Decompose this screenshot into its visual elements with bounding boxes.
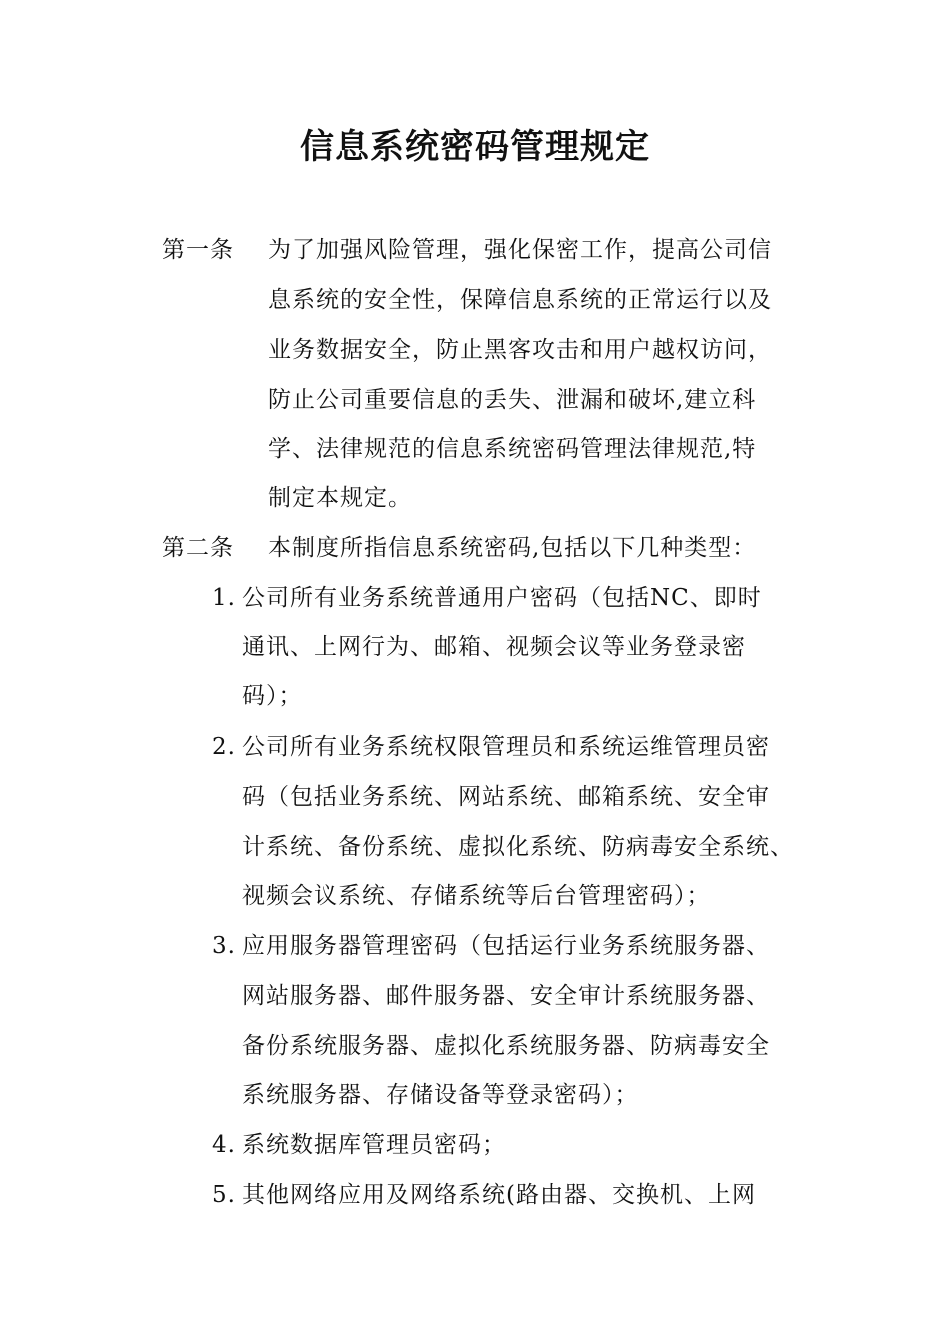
list-item-line: 视频会议系统、存储系统等后台管理密码）；: [242, 883, 711, 909]
article-1-line: 为了加强风险管理，强化保密工作，提高公司信: [268, 237, 772, 263]
list-item-line: 系统数据库管理员密码；: [242, 1132, 506, 1158]
list-item-line: 通讯、上网行为、邮箱、视频会议等业务登录密: [242, 634, 746, 660]
article-1-line: 制定本规定。: [268, 485, 412, 511]
list-item-line: 码（包括业务系统、网站系统、邮箱系统、安全审: [242, 784, 770, 810]
list-item-line: 公司所有业务系统普通用户密码（包括NC、即时: [242, 585, 762, 611]
article-1-line: 学、法律规范的信息系统密码管理法律规范,特: [268, 436, 757, 462]
article-1-line: 业务数据安全，防止黑客攻击和用户越权访问，: [268, 337, 772, 363]
list-item-number: 4.: [212, 1132, 236, 1158]
list-item-number: 2.: [212, 734, 236, 760]
page-title: 信息系统密码管理规定: [300, 127, 650, 167]
article-1-line: 防止公司重要信息的丢失、泄漏和破坏,建立科: [268, 387, 757, 413]
list-item-number: 3.: [212, 933, 236, 959]
list-item-line: 码）；: [242, 683, 303, 709]
list-item-line: 系统服务器、存储设备等登录密码）；: [242, 1082, 639, 1108]
article-2-line: 本制度所指信息系统密码,包括以下几种类型：: [268, 535, 757, 561]
article-2-label: 第二条: [162, 535, 234, 561]
list-item-line: 其他网络应用及网络系统(路由器、交换机、上网: [242, 1182, 756, 1208]
list-item-line: 网站服务器、邮件服务器、安全审计系统服务器、: [242, 983, 770, 1009]
list-item-line: 应用服务器管理密码（包括运行业务系统服务器、: [242, 933, 770, 959]
list-item-number: 1.: [212, 585, 236, 611]
list-item-number: 5.: [212, 1182, 236, 1208]
article-1-line: 息系统的安全性，保障信息系统的正常运行以及: [268, 287, 772, 313]
list-item-line: 公司所有业务系统权限管理员和系统运维管理员密: [242, 734, 770, 760]
article-1-label: 第一条: [162, 237, 234, 263]
list-item-line: 备份系统服务器、虚拟化系统服务器、防病毒安全: [242, 1033, 770, 1059]
list-item-line: 计系统、备份系统、虚拟化系统、防病毒安全系统、: [242, 834, 794, 860]
